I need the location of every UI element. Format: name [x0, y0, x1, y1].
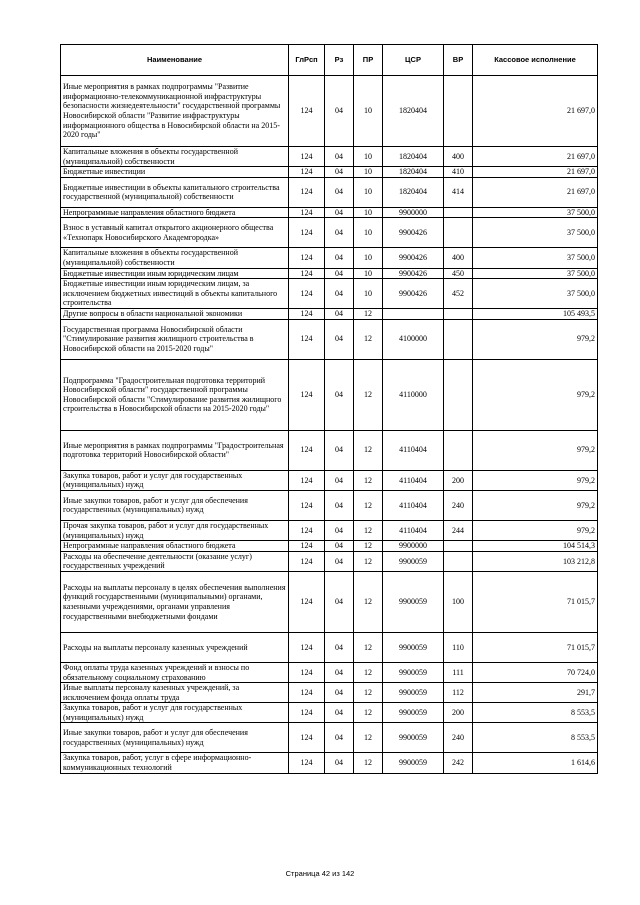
- cell-glrsp: 124: [289, 147, 325, 167]
- cell-csr: 1820404: [383, 76, 444, 147]
- cell-glrsp: 124: [289, 753, 325, 773]
- cell-csr: 4110000: [383, 359, 444, 430]
- cell-amount: 979,2: [473, 520, 598, 540]
- cell-rz: 04: [325, 470, 354, 490]
- cell-glrsp: 124: [289, 571, 325, 632]
- header-csr: ЦСР: [383, 45, 444, 76]
- table-row: [61, 309, 598, 320]
- cell-rz: 04: [325, 147, 354, 167]
- cell-rz: 04: [325, 319, 354, 359]
- cell-amount: 71 015,7: [473, 632, 598, 662]
- cell-name: Расходы на обеспечение деятельности (оказание услуг) государственных учреждений: [61, 551, 289, 571]
- cell-csr: 4110404: [383, 470, 444, 490]
- cell-vr: 450: [444, 268, 473, 279]
- header-pr: ПР: [354, 45, 383, 76]
- cell-amount: 70 724,0: [473, 662, 598, 682]
- cell-pr: 12: [354, 430, 383, 470]
- cell-amount: 37 500,0: [473, 279, 598, 309]
- cell-csr: 4100000: [383, 319, 444, 359]
- cell-vr: [444, 359, 473, 430]
- cell-glrsp: 124: [289, 551, 325, 571]
- cell-vr: 410: [444, 167, 473, 178]
- cell-vr: [444, 309, 473, 320]
- cell-csr: 4110404: [383, 520, 444, 540]
- table-row: [61, 551, 598, 571]
- cell-rz: 04: [325, 177, 354, 207]
- cell-csr: 1820404: [383, 177, 444, 207]
- cell-name: Подпрограмма "Градостроительная подготовка территорий Новосибирской области" государственной программы Новосибирской области "Стимулирование развития жилищного строительства в Новосибирской области на 2015-2020 годы": [61, 359, 289, 430]
- cell-rz: 04: [325, 167, 354, 178]
- cell-rz: 04: [325, 723, 354, 753]
- cell-csr: 1820404: [383, 147, 444, 167]
- cell-csr: 9900059: [383, 753, 444, 773]
- cell-amount: 979,2: [473, 490, 598, 520]
- cell-csr: 4110404: [383, 430, 444, 470]
- cell-name: Бюджетные инвестиции: [61, 167, 289, 178]
- table-row: [61, 167, 598, 178]
- cell-pr: 12: [354, 490, 383, 520]
- table-row: [61, 268, 598, 279]
- cell-name: Иные закупки товаров, работ и услуг для обеспечения государственных (муниципальных) нужд: [61, 490, 289, 520]
- cell-pr: 12: [354, 309, 383, 320]
- table-row: [61, 662, 598, 682]
- cell-pr: 12: [354, 319, 383, 359]
- cell-vr: 110: [444, 632, 473, 662]
- cell-glrsp: 124: [289, 268, 325, 279]
- cell-glrsp: 124: [289, 177, 325, 207]
- cell-glrsp: 124: [289, 207, 325, 218]
- cell-rz: 04: [325, 541, 354, 552]
- header-name: Наименование: [61, 45, 289, 76]
- cell-csr: 9900059: [383, 551, 444, 571]
- cell-rz: 04: [325, 207, 354, 218]
- cell-csr: 1820404: [383, 167, 444, 178]
- cell-csr: 9900426: [383, 279, 444, 309]
- cell-rz: 04: [325, 359, 354, 430]
- cell-amount: 104 514,3: [473, 541, 598, 552]
- cell-glrsp: 124: [289, 167, 325, 178]
- table-row: [61, 147, 598, 167]
- cell-vr: 112: [444, 683, 473, 703]
- table-row: [61, 359, 598, 430]
- cell-rz: 04: [325, 490, 354, 520]
- cell-name: Закупка товаров, работ и услуг для государственных (муниципальных) нужд: [61, 703, 289, 723]
- cell-pr: 10: [354, 218, 383, 248]
- cell-name: Иные мероприятия в рамках подпрограммы "Градостроительная подготовка территорий Новосибирской области": [61, 430, 289, 470]
- cell-name: Другие вопросы в области национальной экономики: [61, 309, 289, 320]
- cell-name: Закупка товаров, работ и услуг для государственных (муниципальных) нужд: [61, 470, 289, 490]
- cell-vr: 111: [444, 662, 473, 682]
- table-row: [61, 430, 598, 470]
- cell-csr: 9900059: [383, 632, 444, 662]
- cell-rz: 04: [325, 662, 354, 682]
- cell-rz: 04: [325, 218, 354, 248]
- cell-csr: 9900059: [383, 723, 444, 753]
- cell-amount: 21 697,0: [473, 177, 598, 207]
- cell-rz: 04: [325, 683, 354, 703]
- cell-amount: 21 697,0: [473, 76, 598, 147]
- cell-csr: 9900000: [383, 207, 444, 218]
- cell-pr: 12: [354, 753, 383, 773]
- cell-glrsp: 124: [289, 309, 325, 320]
- cell-name: Прочая закупка товаров, работ и услуг для государственных (муниципальных) нужд: [61, 520, 289, 540]
- cell-name: Иные закупки товаров, работ и услуг для обеспечения государственных (муниципальных) нужд: [61, 723, 289, 753]
- cell-amount: 1 614,6: [473, 753, 598, 773]
- cell-pr: 10: [354, 76, 383, 147]
- cell-glrsp: 124: [289, 703, 325, 723]
- table-row: [61, 177, 598, 207]
- cell-pr: 10: [354, 167, 383, 178]
- cell-vr: 100: [444, 571, 473, 632]
- cell-amount: 37 500,0: [473, 207, 598, 218]
- cell-vr: [444, 76, 473, 147]
- cell-glrsp: 124: [289, 218, 325, 248]
- cell-rz: 04: [325, 248, 354, 268]
- cell-amount: 979,2: [473, 359, 598, 430]
- table-row: [61, 470, 598, 490]
- cell-glrsp: 124: [289, 541, 325, 552]
- cell-vr: 200: [444, 703, 473, 723]
- cell-csr: 9900059: [383, 683, 444, 703]
- cell-pr: 12: [354, 632, 383, 662]
- cell-glrsp: 124: [289, 430, 325, 470]
- cell-vr: 452: [444, 279, 473, 309]
- cell-glrsp: 124: [289, 248, 325, 268]
- table-row: [61, 683, 598, 703]
- cell-amount: 37 500,0: [473, 218, 598, 248]
- table-row: [61, 723, 598, 753]
- cell-rz: 04: [325, 268, 354, 279]
- cell-vr: 242: [444, 753, 473, 773]
- cell-amount: 291,7: [473, 683, 598, 703]
- cell-vr: 240: [444, 490, 473, 520]
- cell-pr: 12: [354, 571, 383, 632]
- cell-csr: 9900426: [383, 248, 444, 268]
- cell-pr: 12: [354, 359, 383, 430]
- cell-pr: 10: [354, 147, 383, 167]
- cell-csr: 9900000: [383, 541, 444, 552]
- cell-vr: 244: [444, 520, 473, 540]
- cell-csr: 9900059: [383, 703, 444, 723]
- table-row: [61, 490, 598, 520]
- cell-amount: 979,2: [473, 470, 598, 490]
- cell-amount: 8 553,5: [473, 703, 598, 723]
- cell-amount: 979,2: [473, 319, 598, 359]
- cell-rz: 04: [325, 753, 354, 773]
- cell-pr: 12: [354, 683, 383, 703]
- cell-pr: 12: [354, 703, 383, 723]
- cell-vr: 414: [444, 177, 473, 207]
- cell-pr: 12: [354, 723, 383, 753]
- cell-rz: 04: [325, 551, 354, 571]
- cell-amount: 105 493,5: [473, 309, 598, 320]
- cell-name: Взнос в уставный капитал открытого акционерного общества «Технопарк Новосибирского Академгородка»: [61, 218, 289, 248]
- cell-rz: 04: [325, 309, 354, 320]
- header-rz: Рз: [325, 45, 354, 76]
- table-row: [61, 541, 598, 552]
- cell-name: Расходы на выплаты персоналу казенных учреждений: [61, 632, 289, 662]
- cell-glrsp: 124: [289, 279, 325, 309]
- cell-amount: 71 015,7: [473, 571, 598, 632]
- cell-rz: 04: [325, 76, 354, 147]
- cell-pr: 10: [354, 207, 383, 218]
- cell-glrsp: 124: [289, 359, 325, 430]
- table-body: [61, 76, 598, 774]
- cell-csr: [383, 309, 444, 320]
- cell-name: Бюджетные инвестиции в объекты капитального строительства государственной (муниципальной) собственности: [61, 177, 289, 207]
- cell-amount: 21 697,0: [473, 147, 598, 167]
- cell-pr: 12: [354, 662, 383, 682]
- table-row: [61, 218, 598, 248]
- page-number: Страница 42 из 142: [285, 869, 355, 878]
- cell-name: Иные выплаты персоналу казенных учреждений, за исключением фонда оплаты труда: [61, 683, 289, 703]
- table-row: [61, 207, 598, 218]
- cell-rz: 04: [325, 279, 354, 309]
- cell-rz: 04: [325, 571, 354, 632]
- cell-amount: 103 212,8: [473, 551, 598, 571]
- cell-vr: 200: [444, 470, 473, 490]
- cell-name: Государственная программа Новосибирской области "Стимулирование развития жилищного строительства в Новосибирской области на 2015-2020 годы": [61, 319, 289, 359]
- table-row: [61, 632, 598, 662]
- cell-name: Непрограммные направления областного бюджета: [61, 541, 289, 552]
- cell-vr: [444, 430, 473, 470]
- cell-glrsp: 124: [289, 520, 325, 540]
- cell-glrsp: 124: [289, 76, 325, 147]
- cell-name: Расходы на выплаты персоналу в целях обеспечения выполнения функций государственными (муниципальными) органами, казенными учреждениями, органами управления государственными внебюджетными фондами: [61, 571, 289, 632]
- cell-rz: 04: [325, 632, 354, 662]
- cell-vr: 240: [444, 723, 473, 753]
- budget-table: [60, 44, 598, 774]
- cell-name: Бюджетные инвестиции иным юридическим лицам: [61, 268, 289, 279]
- cell-name: Фонд оплаты труда казенных учреждений и взносы по обязательному социальному страхованию: [61, 662, 289, 682]
- cell-pr: 12: [354, 541, 383, 552]
- cell-pr: 10: [354, 177, 383, 207]
- cell-name: Капитальные вложения в объекты государственной (муниципальной) собственности: [61, 147, 289, 167]
- cell-name: Капитальные вложения в объекты государственной (муниципальной) собственности: [61, 248, 289, 268]
- cell-csr: 9900059: [383, 662, 444, 682]
- cell-name: Непрограммные направления областного бюджета: [61, 207, 289, 218]
- cell-glrsp: 124: [289, 662, 325, 682]
- cell-amount: 8 553,5: [473, 723, 598, 753]
- cell-pr: 12: [354, 470, 383, 490]
- cell-csr: 9900426: [383, 268, 444, 279]
- cell-pr: 10: [354, 248, 383, 268]
- table-row: [61, 76, 598, 147]
- cell-glrsp: 124: [289, 683, 325, 703]
- cell-rz: 04: [325, 430, 354, 470]
- cell-rz: 04: [325, 520, 354, 540]
- table-row: [61, 571, 598, 632]
- cell-vr: [444, 207, 473, 218]
- cell-csr: 4110404: [383, 490, 444, 520]
- header-vr: ВР: [444, 45, 473, 76]
- cell-glrsp: 124: [289, 319, 325, 359]
- cell-name: Иные мероприятия в рамках подпрограммы "Развитие информационно-телекоммуникационной инфраструктуры безопасности жизнедеятельности" государственной программы Новосибирской области "Развитие инфраструктуры информационного общества в Новосибирской области на 2015-2020 годы": [61, 76, 289, 147]
- cell-vr: 400: [444, 147, 473, 167]
- cell-glrsp: 124: [289, 723, 325, 753]
- table-header-row: [61, 45, 598, 76]
- table-row: [61, 520, 598, 540]
- cell-pr: 10: [354, 268, 383, 279]
- cell-name: Закупка товаров, работ, услуг в сфере информационно-коммуникационных технологий: [61, 753, 289, 773]
- table-row: [61, 319, 598, 359]
- table-row: [61, 753, 598, 773]
- header-amount: Кассовое исполнение: [473, 45, 598, 76]
- table-row: [61, 248, 598, 268]
- table-row: [61, 703, 598, 723]
- cell-glrsp: 124: [289, 490, 325, 520]
- cell-csr: 9900426: [383, 218, 444, 248]
- cell-glrsp: 124: [289, 632, 325, 662]
- cell-vr: [444, 319, 473, 359]
- cell-amount: 37 500,0: [473, 268, 598, 279]
- cell-csr: 9900059: [383, 571, 444, 632]
- cell-vr: [444, 551, 473, 571]
- cell-amount: 37 500,0: [473, 248, 598, 268]
- cell-pr: 12: [354, 520, 383, 540]
- table-row: [61, 279, 598, 309]
- cell-pr: 10: [354, 279, 383, 309]
- cell-glrsp: 124: [289, 470, 325, 490]
- header-glrsp: ГлРсп: [289, 45, 325, 76]
- cell-rz: 04: [325, 703, 354, 723]
- cell-name: Бюджетные инвестиции иным юридическим лицам, за исключением бюджетных инвестиций в объекты капитального строительства: [61, 279, 289, 309]
- cell-vr: [444, 541, 473, 552]
- cell-vr: 400: [444, 248, 473, 268]
- cell-amount: 21 697,0: [473, 167, 598, 178]
- cell-amount: 979,2: [473, 430, 598, 470]
- cell-pr: 12: [354, 551, 383, 571]
- cell-vr: [444, 218, 473, 248]
